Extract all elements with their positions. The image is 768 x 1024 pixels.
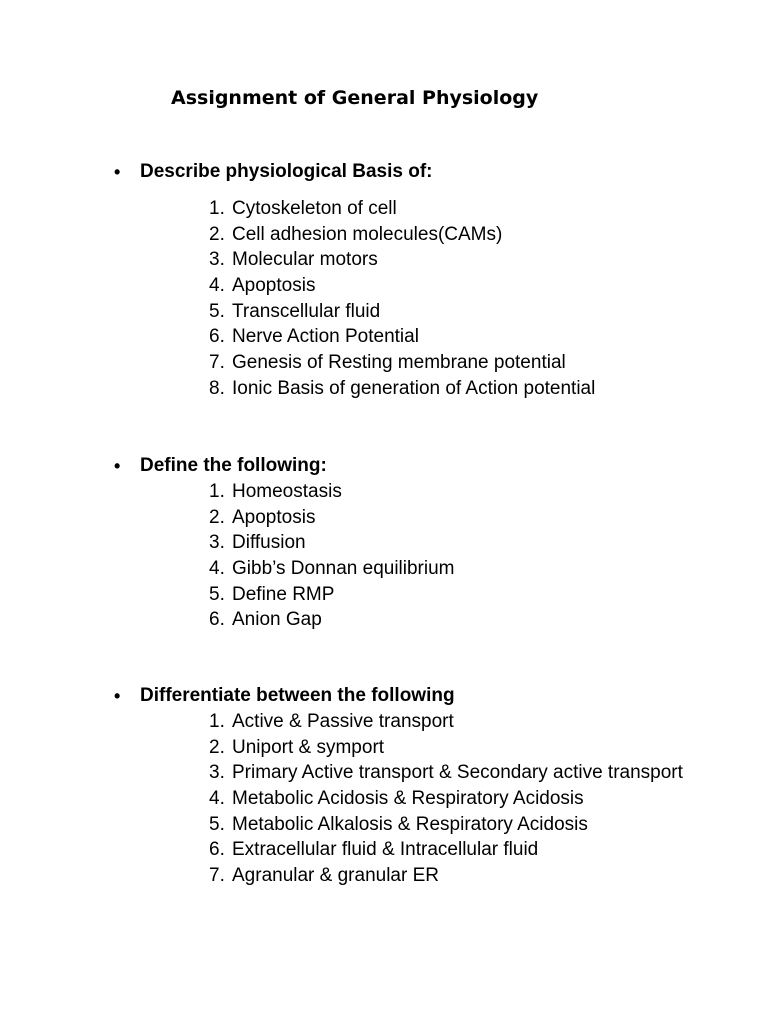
item-text: Uniport & symport <box>232 736 385 758</box>
item-number: 1. <box>209 481 225 502</box>
section-heading-line <box>0 160 768 184</box>
bullet-icon: • <box>114 162 121 182</box>
item-text: Gibb’s Donnan equilibrium <box>232 558 455 580</box>
item-number: 3. <box>209 249 225 271</box>
list-item <box>0 505 768 531</box>
list-item <box>0 273 768 299</box>
list-item <box>0 837 768 863</box>
item-number: 7. <box>209 865 225 887</box>
list-item <box>0 247 768 273</box>
section-define <box>0 454 768 633</box>
list-item <box>0 863 768 889</box>
list-item <box>0 222 768 248</box>
item-number: 1. <box>209 198 225 219</box>
item-number: 4. <box>209 275 225 297</box>
numbered-list <box>0 196 768 402</box>
item-number: 2. <box>209 506 225 528</box>
item-text: Apoptosis <box>232 275 316 297</box>
item-number: 1. <box>209 711 225 732</box>
section-heading: Differentiate between the following <box>140 685 455 706</box>
item-number: 5. <box>209 813 225 835</box>
numbered-list <box>0 479 768 633</box>
item-number: 6. <box>209 609 225 631</box>
section-differentiate <box>0 684 768 889</box>
list-item <box>0 607 768 633</box>
item-text: Transcellular fluid <box>232 300 381 322</box>
item-number: 5. <box>209 300 225 322</box>
item-text: Diffusion <box>232 532 306 554</box>
numbered-list <box>0 709 768 889</box>
list-item <box>0 582 768 608</box>
item-number: 6. <box>209 326 225 348</box>
list-item <box>0 530 768 556</box>
bullet-icon: • <box>114 456 121 476</box>
item-text: Define RMP <box>232 583 335 605</box>
item-text: Cell adhesion molecules(CAMs) <box>232 223 503 245</box>
section-heading: Describe physiological Basis of: <box>140 161 433 182</box>
list-item <box>0 376 768 402</box>
document-title: Assignment of General Physiology <box>171 87 539 109</box>
item-text: Molecular motors <box>232 249 378 271</box>
item-number: 4. <box>209 788 225 810</box>
item-number: 8. <box>209 377 225 399</box>
item-number: 2. <box>209 736 225 758</box>
section-heading-line <box>0 454 768 478</box>
list-item <box>0 299 768 325</box>
bullet-icon: • <box>114 686 121 706</box>
item-text: Genesis of Resting membrane potential <box>232 352 566 374</box>
section-heading-line <box>0 684 768 708</box>
item-text: Ionic Basis of generation of Action potential <box>232 377 596 399</box>
item-number: 3. <box>209 762 225 784</box>
item-number: 2. <box>209 223 225 245</box>
item-text: Extracellular fluid & Intracellular fluid <box>232 839 539 861</box>
item-number: 4. <box>209 558 225 580</box>
section-heading: Define the following: <box>140 455 327 476</box>
item-text: Cytoskeleton of cell <box>232 198 397 219</box>
item-text: Active & Passive transport <box>232 711 454 732</box>
item-number: 5. <box>209 583 225 605</box>
list-item <box>0 350 768 376</box>
item-number: 7. <box>209 352 225 374</box>
list-item <box>0 196 768 222</box>
item-text: Nerve Action Potential <box>232 326 419 348</box>
list-item <box>0 479 768 505</box>
item-text: Agranular & granular ER <box>232 865 439 887</box>
item-text: Homeostasis <box>232 481 342 502</box>
list-item <box>0 556 768 582</box>
list-item <box>0 324 768 350</box>
list-item <box>0 709 768 735</box>
item-text: Anion Gap <box>232 609 322 631</box>
item-text: Metabolic Acidosis & Respiratory Acidosis <box>232 788 584 810</box>
list-item <box>0 760 768 786</box>
list-item <box>0 735 768 761</box>
section-describe <box>0 160 768 402</box>
item-text: Primary Active transport & Secondary active transport <box>232 762 683 784</box>
item-text: Apoptosis <box>232 506 316 528</box>
item-text: Metabolic Alkalosis & Respiratory Acidosis <box>232 813 588 835</box>
list-item <box>0 812 768 838</box>
item-number: 3. <box>209 532 225 554</box>
list-item <box>0 786 768 812</box>
item-number: 6. <box>209 839 225 861</box>
